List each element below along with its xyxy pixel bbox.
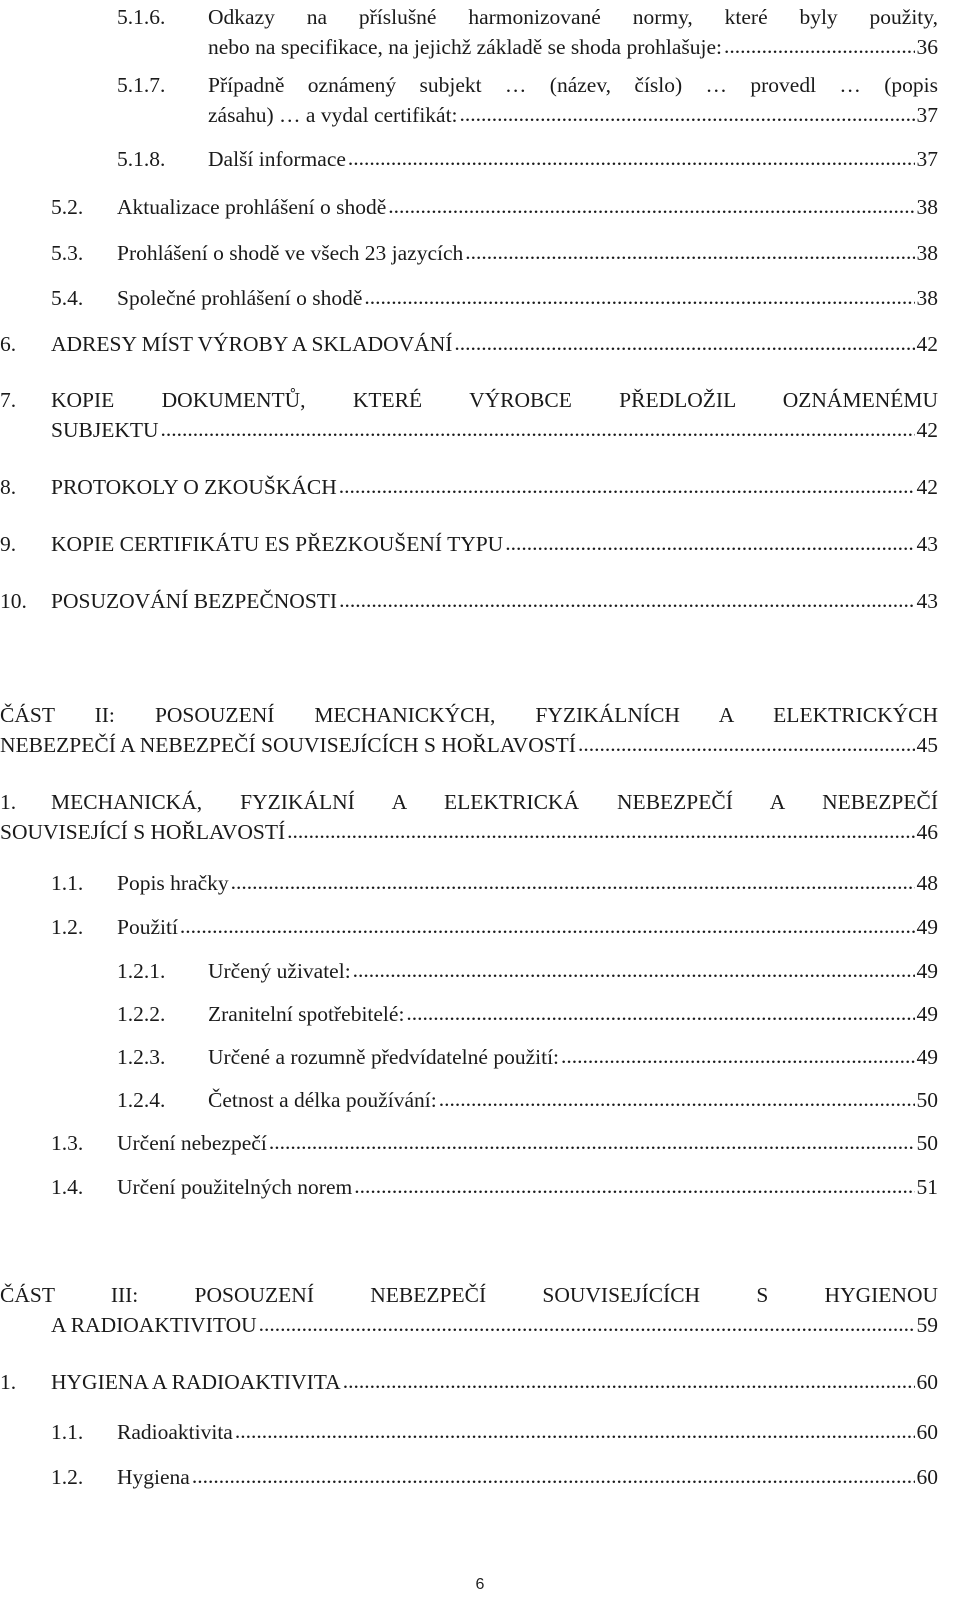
toc-entry[interactable] <box>51 1172 938 1202</box>
toc-entry-number: 7. <box>0 388 17 412</box>
dot-leader <box>235 1416 915 1446</box>
toc-entry[interactable] <box>0 329 938 359</box>
toc-entry[interactable] <box>117 1085 938 1115</box>
dot-leader <box>439 1084 915 1114</box>
dot-leader <box>561 1041 914 1071</box>
toc-entry[interactable] <box>51 1128 938 1158</box>
toc-entry-title: POSUZOVÁNÍ BEZPEČNOSTI <box>51 589 338 613</box>
toc-entry-number: 5.3. <box>51 241 84 265</box>
toc-entry-title: MECHANICKÁ, FYZIKÁLNÍ A ELEKTRICKÁ NEBEZPEČÍ A NEBEZPEČÍ <box>51 790 938 814</box>
toc-entry-title: Popis hračky <box>117 871 229 895</box>
toc-entry-number: 1.4. <box>51 1175 84 1199</box>
toc-entry[interactable] <box>0 586 938 616</box>
page-number: 6 <box>475 1576 485 1593</box>
toc-entry-page: 49 <box>916 1002 938 1026</box>
toc-entry-title: Zranitelní spotřebitelé: <box>208 1002 405 1026</box>
toc-entry-page: 38 <box>916 195 938 219</box>
toc-part-title-cont: NEBEZPEČÍ A NEBEZPEČÍ SOUVISEJÍCÍCH S HOŘLAVOSTÍ <box>0 733 576 757</box>
toc-entry-number: 8. <box>0 475 17 499</box>
toc-entry-number: 1.2. <box>51 1465 84 1489</box>
toc-entry-number: 1.3. <box>51 1131 84 1155</box>
toc-entry[interactable] <box>51 283 938 313</box>
dot-leader <box>460 99 915 129</box>
dot-leader <box>505 528 914 558</box>
dot-leader <box>180 911 915 941</box>
toc-entry[interactable] <box>117 2 938 62</box>
toc-entry-title-cont: zásahu) … a vydal certifikát: <box>208 103 458 127</box>
dot-leader <box>388 191 914 221</box>
dot-leader <box>465 237 914 267</box>
toc-entry-number: 1. <box>0 790 17 814</box>
toc-entry[interactable] <box>117 956 938 986</box>
dot-leader <box>454 328 914 358</box>
toc-entry[interactable] <box>51 1417 938 1447</box>
toc-part-title: ČÁST III: POSOUZENÍ NEBEZPEČÍ SOUVISEJÍCÍCH S HYGIENOU <box>0 1283 938 1307</box>
toc-part-heading[interactable] <box>0 700 938 760</box>
toc-entry-title-cont: SOUVISEJÍCÍ S HOŘLAVOSTÍ <box>0 820 286 844</box>
dot-leader <box>364 282 914 312</box>
toc-entry-number: 1. <box>0 1370 17 1394</box>
toc-entry-page: 49 <box>916 1045 938 1069</box>
toc-entry-title: Určené a rozumně předvídatelné použití: <box>208 1045 560 1069</box>
toc-entry-page: 45 <box>916 733 938 757</box>
toc-entry-number: 5.2. <box>51 195 84 219</box>
dot-leader <box>343 1366 915 1396</box>
toc-entry-title: PROTOKOLY O ZKOUŠKÁCH <box>51 475 337 499</box>
toc-entry[interactable] <box>51 912 938 942</box>
toc-entry-number: 1.1. <box>51 871 84 895</box>
toc-entry[interactable] <box>117 144 938 174</box>
toc-entry[interactable] <box>117 1042 938 1072</box>
toc-entry-title: Určený uživatel: <box>208 959 351 983</box>
toc-entry-page: 37 <box>916 103 938 127</box>
toc-entry-title-cont: nebo na specifikace, na jejichž základě se shoda prohlašuje: <box>208 35 722 59</box>
toc-entry-number: 1.2.3. <box>117 1045 166 1069</box>
toc-entry-title: Určení použitelných norem <box>117 1175 353 1199</box>
toc-entry-title: Případně oznámený subjekt … (název, číslo) … provedl … (popis <box>208 73 938 97</box>
toc-entry-number: 9. <box>0 532 17 556</box>
dot-leader <box>339 471 915 501</box>
toc-entry-page: 50 <box>916 1088 938 1112</box>
dot-leader <box>259 1309 915 1339</box>
toc-entry-title: Společné prohlášení o shodě <box>117 286 363 310</box>
toc-entry-number: 5.1.6. <box>117 5 166 29</box>
toc-entry-title: Určení nebezpečí <box>117 1131 267 1155</box>
dot-leader <box>231 867 915 897</box>
toc-entry-title: KOPIE DOKUMENTŮ, KTERÉ VÝROBCE PŘEDLOŽIL OZNÁMENÉMU <box>51 388 938 412</box>
dot-leader <box>269 1127 915 1157</box>
toc-entry-page: 50 <box>916 1131 938 1155</box>
toc-entry-page: 49 <box>916 915 938 939</box>
toc-entry-page: 42 <box>916 418 938 442</box>
toc-entry[interactable] <box>51 192 938 222</box>
toc-entry[interactable] <box>0 472 938 502</box>
toc-entry-page: 46 <box>916 820 938 844</box>
toc-entry[interactable] <box>0 1367 938 1397</box>
dot-leader <box>192 1461 915 1491</box>
toc-entry-title: Použití <box>117 915 178 939</box>
toc-entry-number: 1.2.2. <box>117 1002 166 1026</box>
toc-entry-page: 60 <box>916 1370 938 1394</box>
toc-entry[interactable] <box>0 787 938 847</box>
toc-entry-title-cont: SUBJEKTU <box>51 418 159 442</box>
dot-leader <box>354 1171 914 1201</box>
toc-entry-page: 51 <box>916 1175 938 1199</box>
dot-leader <box>578 729 915 759</box>
dot-leader <box>724 31 915 61</box>
toc-entry-number: 6. <box>0 332 17 356</box>
toc-entry[interactable] <box>117 999 938 1029</box>
toc-entry-title: KOPIE CERTIFIKÁTU ES PŘEZKOUŠENÍ TYPU <box>51 532 504 556</box>
toc-entry-number: 1.2.4. <box>117 1088 166 1112</box>
toc-entry-number: 5.1.8. <box>117 147 166 171</box>
toc-entry-title: Četnost a délka používání: <box>208 1088 437 1112</box>
toc-entry[interactable] <box>51 238 938 268</box>
toc-entry-title: Aktualizace prohlášení o shodě <box>117 195 387 219</box>
toc-entry-number: 1.2.1. <box>117 959 166 983</box>
dot-leader <box>287 816 914 846</box>
toc-entry-page: 37 <box>916 147 938 171</box>
toc-entry-page: 36 <box>916 35 938 59</box>
toc-entry-page: 59 <box>916 1313 938 1337</box>
toc-entry-page: 43 <box>916 532 938 556</box>
toc-entry-number: 10. <box>0 589 27 613</box>
toc-entry-page: 42 <box>916 332 938 356</box>
toc-entry-page: 38 <box>916 241 938 265</box>
toc-entry-title: HYGIENA A RADIOAKTIVITA <box>51 1370 341 1394</box>
toc-entry-page: 60 <box>916 1420 938 1444</box>
toc-entry-page: 48 <box>916 871 938 895</box>
toc-entry-page: 43 <box>916 589 938 613</box>
toc-entry-page: 60 <box>916 1465 938 1489</box>
dot-leader <box>339 585 914 615</box>
toc-entry[interactable] <box>51 868 938 898</box>
toc-entry-number: 1.2. <box>51 915 84 939</box>
toc-part-title: ČÁST II: POSOUZENÍ MECHANICKÝCH, FYZIKÁLNÍCH A ELEKTRICKÝCH <box>0 703 938 727</box>
dot-leader <box>406 998 914 1028</box>
toc-entry-number: 5.4. <box>51 286 84 310</box>
toc-part-heading[interactable] <box>0 1280 938 1340</box>
toc-entry-page: 49 <box>916 959 938 983</box>
toc-entry-title: Odkazy na příslušné harmonizované normy, které byly použity, <box>208 5 938 29</box>
toc-entry-title: Radioaktivita <box>117 1420 233 1444</box>
toc-entry[interactable] <box>0 529 938 559</box>
toc-entry-title: ADRESY MÍST VÝROBY A SKLADOVÁNÍ <box>51 332 453 356</box>
toc-entry-page: 38 <box>916 286 938 310</box>
toc-entry-number: 5.1.7. <box>117 73 166 97</box>
toc-entry[interactable] <box>51 1462 938 1492</box>
dot-leader <box>348 143 915 173</box>
toc-entry-number: 1.1. <box>51 1420 84 1444</box>
toc-entry-title: Hygiena <box>117 1465 190 1489</box>
dot-leader <box>353 955 915 985</box>
toc-entry[interactable] <box>117 70 938 130</box>
toc-entry-title: Prohlášení o shodě ve všech 23 jazycích <box>117 241 464 265</box>
toc-entry[interactable] <box>0 385 938 445</box>
toc-entry-title: Další informace <box>208 147 346 171</box>
dot-leader <box>161 414 915 444</box>
toc-part-title-cont: A RADIOAKTIVITOU <box>51 1313 257 1337</box>
toc-entry-page: 42 <box>916 475 938 499</box>
